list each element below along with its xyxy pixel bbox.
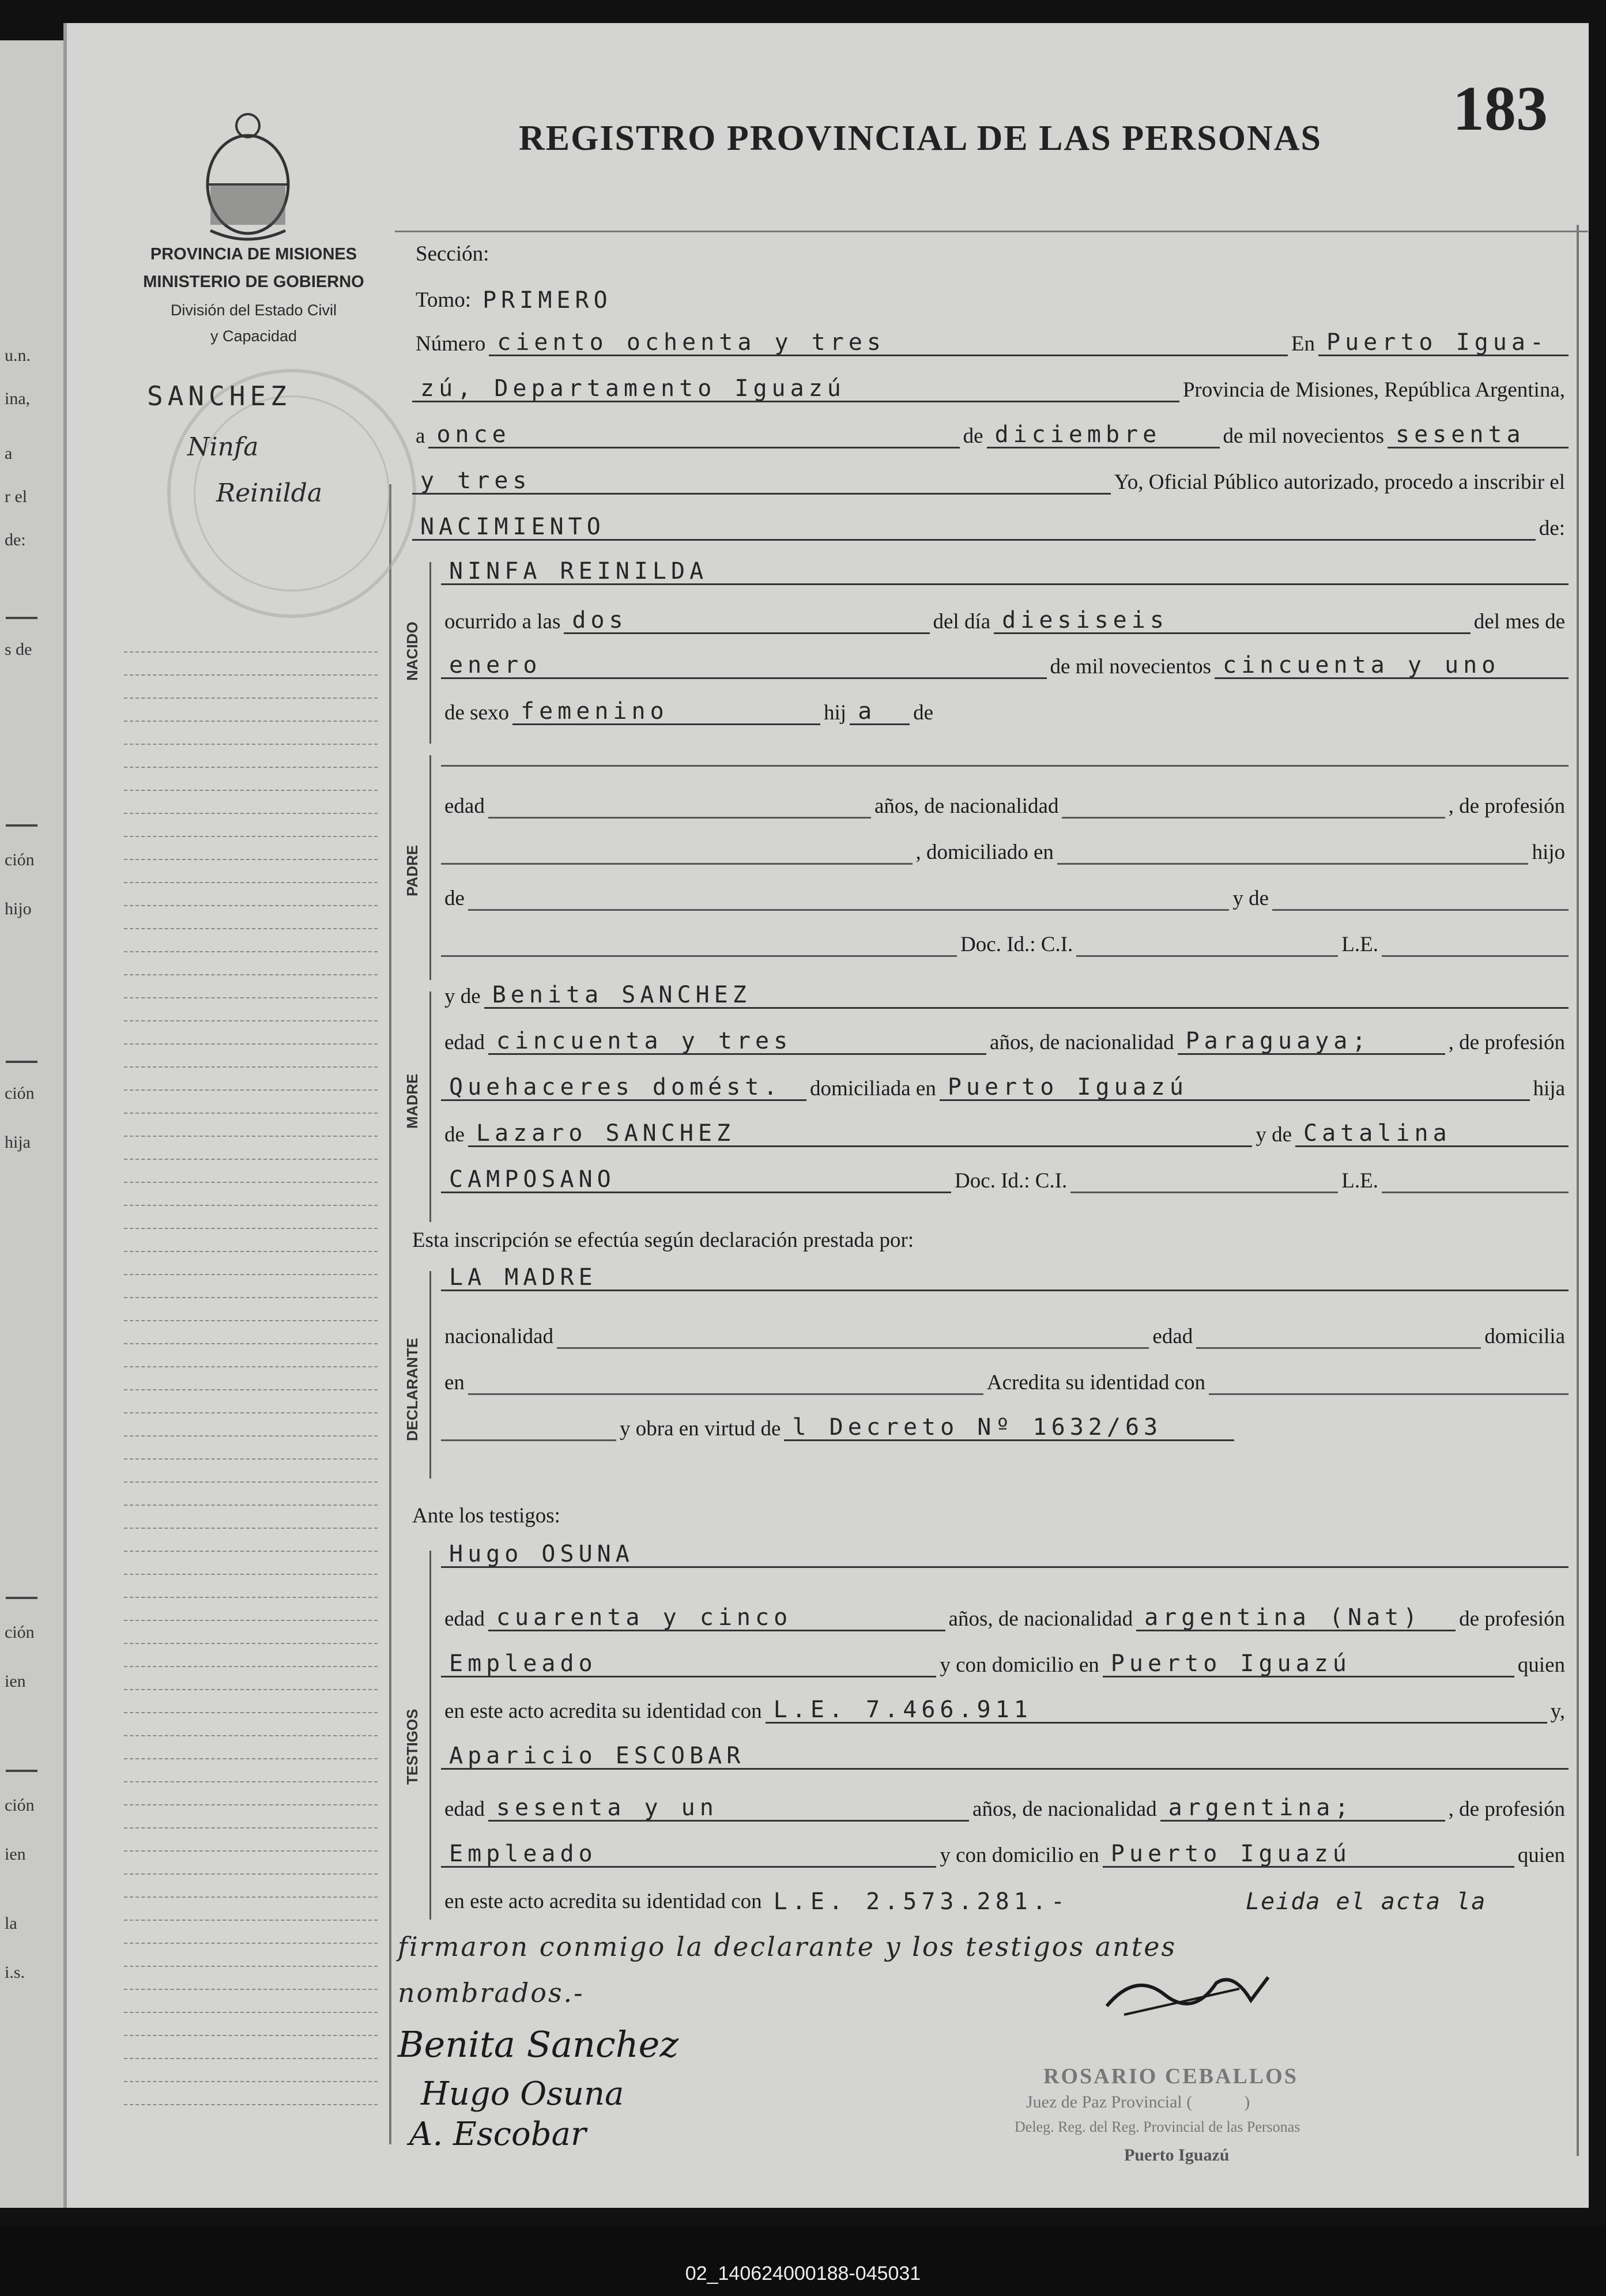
margin-given-name-2: Reinilda: [216, 478, 323, 508]
padre-bracket: [429, 755, 431, 980]
sexo-field[interactable]: femenino: [512, 698, 820, 725]
madre-domicilio-row: [441, 1072, 1569, 1101]
madre-madre-field[interactable]: Catalina: [1295, 1120, 1569, 1147]
nacido-dia-field[interactable]: diesiseis: [994, 607, 1471, 634]
edge-fragment: la: [5, 1914, 17, 1933]
madre-doc-row: [441, 1164, 1569, 1193]
testigo2-edad-row: [441, 1793, 1569, 1822]
madre-de-label: de: [444, 1123, 465, 1147]
edge-fragment: ina,: [5, 389, 31, 408]
edge-fragment: r el: [5, 487, 28, 506]
madre-bracket: [429, 991, 431, 1222]
declarante-nombre-field[interactable]: LA MADRE: [441, 1264, 1569, 1291]
padre-y-de-label: y de: [1232, 887, 1269, 910]
cierre-line-2: firmaron conmigo la declarante y los testigos antes: [398, 1931, 1177, 1962]
seccion-row: [412, 237, 1569, 266]
edge-fragment: ción: [5, 1623, 35, 1642]
national-crest-icon: [199, 110, 297, 242]
declarante-nacionalidad-row: [441, 1320, 1569, 1349]
fecha-row: [412, 420, 1569, 448]
testigo1-domicilio-row: [441, 1649, 1569, 1677]
hora-field[interactable]: dos: [564, 607, 929, 634]
testigo2-domicilio-row: [441, 1839, 1569, 1868]
padre-profesion-field[interactable]: [441, 838, 913, 865]
official-role: [1026, 2093, 1250, 2112]
declarante-edad-field[interactable]: [1196, 1322, 1481, 1349]
lugar-field[interactable]: zú, Departamento Iguazú: [412, 375, 1179, 402]
testigo2-nombre-row: [441, 1741, 1569, 1770]
declarante-side-label: DECLARANTE: [404, 1337, 421, 1441]
testigo1-profesion-label: de profesión: [1459, 1607, 1565, 1631]
declarante-nombre-row: [441, 1262, 1569, 1291]
padre-side-label: PADRE: [404, 844, 421, 896]
scan-footer-bar: [0, 2225, 1606, 2296]
hij-de-label: de: [913, 701, 933, 725]
anio-label: de mil novecientos: [1223, 424, 1384, 448]
office-line-province: PROVINCIA DE MISIONES: [150, 245, 357, 263]
testigo1-doc-row: [441, 1695, 1569, 1724]
de-colon-label: de:: [1539, 516, 1565, 540]
padre-domiciliado-label: , domiciliado en: [915, 840, 1054, 864]
provincia-text: Provincia de Misiones, República Argentina,: [1182, 378, 1565, 402]
padre-edad-row: [441, 790, 1569, 819]
padre-madre-field[interactable]: [1272, 884, 1569, 911]
testigo1-acredita-label: en este acto acredita su identidad con: [444, 1699, 762, 1723]
cierre-line-3: nombrados.-: [398, 1977, 585, 2008]
madre-nombre-row: [441, 980, 1569, 1009]
madre-domiciliada-label: domiciliada en: [810, 1077, 936, 1100]
testigo2-nombre-field[interactable]: Aparicio ESCOBAR: [441, 1743, 1569, 1770]
madre-doc-label: Doc. Id.: C.I.: [955, 1169, 1068, 1193]
testigo2-edad-field[interactable]: sesenta y un: [488, 1794, 969, 1822]
testigo2-anios-label: años, de nacionalidad: [972, 1797, 1157, 1821]
padre-doc-row: [441, 928, 1569, 957]
testigo1-edad-row: [441, 1603, 1569, 1631]
padre-padre-field[interactable]: [468, 884, 1229, 911]
sexo-label: de sexo: [444, 701, 509, 725]
declarante-obra-row: [441, 1412, 1569, 1441]
office-line-division: División del Estado Civil: [170, 301, 337, 319]
office-line-capacity: y Capacidad: [210, 327, 297, 345]
edge-fragment: ien: [5, 1672, 26, 1691]
madre-edad-label: edad: [444, 1031, 485, 1054]
madre-edad-field[interactable]: cincuenta y tres: [488, 1028, 986, 1055]
padre-domicilio-field[interactable]: [1057, 838, 1529, 865]
scan-identifier: 02_140624000188-045031: [685, 2263, 921, 2284]
madre-profesion-label: , de profesión: [1448, 1031, 1565, 1054]
padre-profesion-label: , de profesión: [1448, 794, 1565, 818]
testigo1-doc-field[interactable]: L.E. 7.466.911: [766, 1696, 1547, 1724]
seccion-field[interactable]: [492, 241, 673, 266]
official-delegation: Deleg. Reg. del Reg. Provincial de las Personas: [1015, 2118, 1300, 2135]
nacido-side-label: NACIDO: [404, 621, 421, 681]
padre-nombre-row: [441, 738, 1569, 767]
padre-le-field[interactable]: [1382, 930, 1569, 957]
testigo1-y-label: y,: [1550, 1699, 1565, 1723]
padre-hijo-label: hijo: [1532, 840, 1566, 864]
mes-field[interactable]: diciembre: [987, 421, 1220, 448]
declarante-en-label: en: [444, 1371, 465, 1394]
nacido-mes-field[interactable]: enero: [441, 652, 1047, 679]
madre-ci-field[interactable]: [1070, 1166, 1338, 1193]
nacido-anio-field[interactable]: cincuenta y uno: [1215, 652, 1569, 679]
padre-padres-row: [441, 882, 1569, 911]
tomo-label: Tomo:: [416, 288, 472, 312]
edge-fragment: hijo: [5, 899, 32, 918]
edge-fragment: s de: [5, 640, 32, 659]
testigo1-domicilio-label: y con domicilio en: [940, 1653, 1099, 1677]
padre-anios-label: años, de nacionalidad: [874, 794, 1059, 818]
nacido-bracket: [429, 562, 431, 744]
testigo2-quien-label: quien: [1517, 1843, 1565, 1867]
testigo1-profesion-field[interactable]: Empleado: [441, 1650, 936, 1677]
testigo2-doc-field[interactable]: L.E. 2.573.281.-: [773, 1888, 1069, 1914]
declarante-domicilia-label: domicilia: [1484, 1325, 1565, 1348]
de-label: de: [963, 424, 983, 448]
declarante-bracket: [429, 1271, 431, 1479]
anio-field-continued[interactable]: y tres: [412, 468, 1111, 495]
testigo2-acredita-label: en este acto acredita su identidad con: [444, 1890, 762, 1913]
padre-edad-label: edad: [444, 794, 485, 818]
anio-field[interactable]: sesenta: [1388, 421, 1569, 448]
testigo1-nombre-field[interactable]: Hugo OSUNA: [441, 1541, 1569, 1568]
official-role-close: ): [1244, 2093, 1250, 2112]
lugar-row: [412, 374, 1569, 402]
del-mes-label: del mes de: [1473, 610, 1566, 634]
padre-le-label: L.E.: [1341, 933, 1378, 956]
a-label: a: [416, 424, 425, 448]
edge-rule: [6, 617, 37, 619]
declarante-domicilio-field[interactable]: [468, 1368, 983, 1395]
edge-rule: [6, 1770, 37, 1772]
padre-ci-field[interactable]: [1076, 930, 1338, 957]
testigo1-quien-label: quien: [1517, 1653, 1565, 1677]
madre-y-de-label: y de: [444, 985, 481, 1008]
testigo1-domicilio-field[interactable]: Puerto Iguazú: [1103, 1650, 1514, 1677]
oficial-row: [412, 466, 1569, 495]
padre-edad-field[interactable]: [488, 791, 871, 819]
numero-row: [412, 327, 1569, 356]
edge-fragment: ción: [5, 1084, 35, 1103]
margin-surname: SANCHEZ: [147, 380, 291, 412]
madre-nombre-field[interactable]: Benita SANCHEZ: [484, 982, 1569, 1009]
edge-fragment: ción: [5, 850, 35, 869]
declarante-acredita-label: Acredita su identidad con: [986, 1371, 1205, 1394]
acto-field[interactable]: NACIMIENTO: [412, 514, 1536, 541]
padre-domicilio-row: [441, 836, 1569, 865]
official-signature-icon: [1101, 1960, 1274, 2023]
left-page-edge: [0, 40, 69, 2208]
hij-suffix-field[interactable]: a: [850, 698, 910, 725]
testigo2-doc-row: [441, 1885, 1569, 1914]
cierre-line-1: Leida el acta la: [1246, 1888, 1487, 1914]
declarante-nacionalidad-field[interactable]: [557, 1322, 1149, 1349]
declarante-nacionalidad-label: nacionalidad: [444, 1325, 554, 1348]
edge-fragment: hija: [5, 1133, 31, 1152]
testigos-side-label: TESTIGOS: [404, 1709, 421, 1785]
madre-anios-label: años, de nacionalidad: [990, 1031, 1174, 1054]
tomo-row: [412, 284, 1569, 312]
acto-row: [412, 512, 1569, 541]
signature-testigo-2: A. Escobar: [409, 2116, 586, 2153]
nacido-sexo-row: [441, 696, 1569, 725]
numero-field[interactable]: ciento ochenta y tres: [489, 329, 1288, 356]
nacido-nombre-row: [441, 556, 1569, 585]
edge-fragment: de:: [5, 530, 26, 549]
del-dia-label: del día: [933, 610, 991, 634]
edge-fragment: ien: [5, 1845, 26, 1864]
en-label: En: [1291, 332, 1315, 356]
official-place: Puerto Iguazú: [1124, 2146, 1230, 2165]
official-role-text: Juez de Paz Provincial (: [1026, 2093, 1193, 2112]
madre-side-label: MADRE: [404, 1073, 421, 1129]
testigo1-edad-field[interactable]: cuarenta y cinco: [488, 1604, 945, 1631]
mil-label: de mil novecientos: [1050, 655, 1211, 678]
official-name: ROSARIO CEBALLOS: [1043, 2064, 1298, 2088]
margin-notes-column: [101, 484, 391, 2144]
ocurrido-label: ocurrido a las: [444, 610, 561, 634]
madre-domicilio-field[interactable]: Puerto Iguazú: [940, 1074, 1530, 1101]
nacido-nombre-field[interactable]: NINFA REINILDA: [441, 558, 1569, 585]
testigo2-edad-label: edad: [444, 1797, 485, 1821]
office-line-ministry: MINISTERIO DE GOBIERNO: [143, 273, 364, 291]
madre-madre-field-continued[interactable]: CAMPOSANO: [441, 1166, 951, 1193]
declarante-obra-field[interactable]: l Decreto Nº 1632/63: [784, 1414, 1234, 1441]
edge-fragment: i.s.: [5, 1963, 25, 1982]
padre-de-label: de: [444, 887, 465, 910]
declarante-obra-label: y obra en virtud de: [620, 1417, 781, 1441]
page-title: REGISTRO PROVINCIAL DE LAS PERSONAS: [519, 119, 1322, 158]
en-field[interactable]: Puerto Igua-: [1318, 329, 1569, 356]
madre-edad-row: [441, 1026, 1569, 1055]
testigo2-profesion-label: , de profesión: [1448, 1797, 1565, 1821]
madre-padre-field[interactable]: Lazaro SANCHEZ: [468, 1120, 1252, 1147]
numero-label: Número: [416, 332, 486, 356]
madre-le-field[interactable]: [1382, 1166, 1569, 1193]
folio-number: 183: [1453, 73, 1548, 144]
madre-profesion-field[interactable]: Quehaceres domést.: [441, 1074, 806, 1101]
declarante-intro: Esta inscripción se efectúa según declaración prestada por:: [412, 1228, 914, 1252]
padre-nombre-field[interactable]: [441, 740, 1569, 767]
testigo1-nombre-row: [441, 1539, 1569, 1568]
form-frame-right: [1577, 225, 1579, 2156]
edge-fragment: u.n.: [5, 346, 31, 365]
nacido-hora-row: [441, 605, 1569, 634]
madre-padres-row: [441, 1118, 1569, 1147]
seccion-label: Sección:: [416, 242, 489, 266]
declarante-edad-label: edad: [1152, 1325, 1193, 1348]
signature-declarante: Benita Sanchez: [398, 2023, 678, 2065]
declarante-extra-field[interactable]: [441, 1414, 616, 1441]
hij-label: hij: [824, 701, 847, 725]
margin-given-name-1: Ninfa: [187, 432, 259, 462]
declarante-documento-field[interactable]: [1209, 1368, 1569, 1395]
testigo2-domicilio-field[interactable]: Puerto Iguazú: [1103, 1841, 1514, 1868]
edge-fragment: a: [5, 444, 13, 463]
edge-rule: [6, 1597, 37, 1599]
madre-y-de2-label: y de: [1256, 1123, 1292, 1147]
padre-doc-label: Doc. Id.: C.I.: [960, 933, 1073, 956]
nacido-mes-row: [441, 650, 1569, 679]
signature-testigo-1: Hugo Osuna: [421, 2075, 624, 2113]
testigo1-edad-label: edad: [444, 1607, 485, 1631]
tomo-field[interactable]: PRIMERO: [482, 287, 612, 312]
oficial-text: Yo, Oficial Público autorizado, procedo a inscribir el: [1114, 470, 1565, 494]
testigos-bracket: [429, 1551, 431, 1920]
testigo2-domicilio-label: y con domicilio en: [940, 1843, 1099, 1867]
padre-nacionalidad-field[interactable]: [1062, 791, 1445, 819]
testigo1-anios-label: años, de nacionalidad: [948, 1607, 1133, 1631]
testigo2-profesion-field[interactable]: Empleado: [441, 1841, 936, 1868]
edge-fragment: ción: [5, 1796, 35, 1815]
declarante-acredita-row: [441, 1366, 1569, 1395]
edge-rule: [6, 824, 37, 827]
edge-rule: [6, 1061, 37, 1063]
dia-field[interactable]: once: [428, 421, 959, 448]
padre-extra-field[interactable]: [441, 930, 957, 957]
testigo2-nacionalidad-field[interactable]: argentina;: [1160, 1794, 1445, 1822]
testigo1-nacionalidad-field[interactable]: argentina (Nat): [1136, 1604, 1456, 1631]
madre-hija-label: hija: [1533, 1077, 1565, 1100]
madre-nacionalidad-field[interactable]: Paraguaya;: [1178, 1028, 1445, 1055]
madre-le-label: L.E.: [1341, 1169, 1378, 1193]
testigos-intro: Ante los testigos:: [412, 1504, 560, 1528]
